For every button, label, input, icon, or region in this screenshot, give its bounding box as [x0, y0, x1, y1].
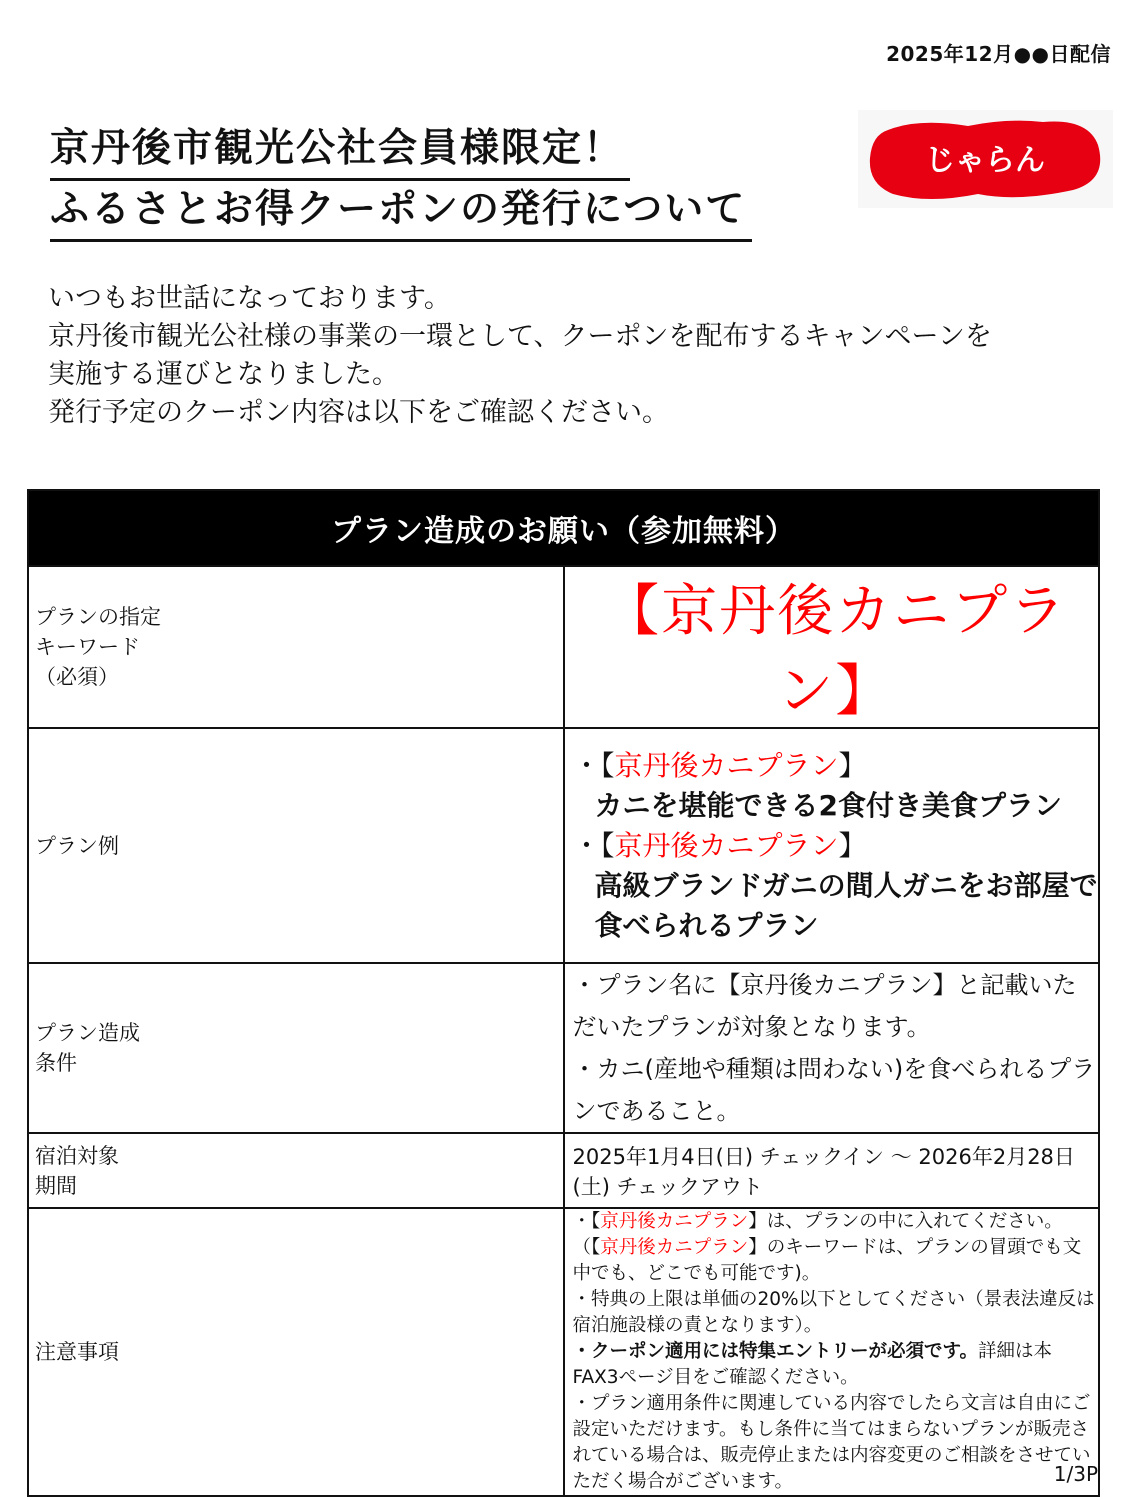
table-row — [28, 728, 1099, 963]
label-line: プランの指定 — [35, 605, 161, 629]
example-description: 高級ブランドガニの間人ガニをお部屋で食べられるプラン — [594, 868, 1098, 942]
table-heading: プラン造成のお願い（参加無料） — [28, 490, 1099, 566]
intro-line: いつもお世話になっております。 — [48, 283, 451, 314]
period-label — [28, 1133, 564, 1208]
notes-label: 注意事項 — [28, 1208, 564, 1496]
example-item: ・【京丹後カニプラン】 — [572, 748, 867, 782]
intro-line: 発行予定のクーポン内容は以下をご確認ください。 — [48, 397, 669, 428]
page-number: 1/3P — [1053, 1462, 1098, 1486]
page-title — [50, 120, 752, 242]
stay-period: 2025年1月4日(日) チェックイン ～ 2026年2月28日(土) チェックアウト — [564, 1133, 1100, 1208]
plan-examples — [564, 728, 1100, 963]
note-item: ・特典の上限は単価の20%以下としてください（景表法違反は宿泊施設様の責となります）。 — [572, 1289, 1095, 1336]
note-item: ・プラン適用条件に関連している内容でしたら文言は自由にご設定いただけます。もし条件に当てはまらないプランが販売されている場合は、販売停止または内容変更のご相談をさせていただく場合がございます。 — [572, 1393, 1091, 1492]
intro-text — [48, 280, 992, 432]
label-line: キーワード — [35, 635, 140, 659]
note-item: ・クーポン適用には特集エントリーが必須です。詳細は本FAX3ページ目をご確認ください。 — [572, 1341, 1053, 1388]
table-row — [28, 1208, 1099, 1496]
table-row — [28, 566, 1099, 728]
table-row — [28, 963, 1099, 1133]
label-line: プラン造成 — [35, 1021, 140, 1045]
example-label: プラン例 — [28, 728, 564, 963]
plan-request-table — [27, 489, 1100, 1497]
condition-item: ・カニ(産地や種類は問わない)を食べられるプランであること。 — [572, 1055, 1096, 1125]
distribution-date: 2025年12月●●日配信 — [886, 42, 1111, 66]
example-item: ・【京丹後カニプラン】 — [572, 828, 867, 862]
condition-item: ・プラン名に【京丹後カニプラン】と記載いただいたプランが対象となります。 — [572, 971, 1077, 1041]
plan-keyword: 【京丹後カニプラン】 — [564, 566, 1100, 728]
notes-content — [564, 1208, 1100, 1496]
label-line: 条件 — [35, 1051, 77, 1075]
jalan-logo — [858, 110, 1113, 208]
example-description: カニを堪能できる2食付き美食プラン — [594, 788, 1062, 822]
label-line: 宿泊対象 — [35, 1143, 119, 1168]
label-line: （必須） — [35, 665, 119, 689]
plan-conditions — [564, 963, 1100, 1133]
intro-line: 京丹後市観光公社様の事業の一環として、クーポンを配布するキャンペーンを — [48, 321, 992, 352]
svg-text:じゃらん: じゃらん — [925, 143, 1045, 178]
label-line: 期間 — [35, 1173, 77, 1198]
note-item: ・【京丹後カニプラン】は、プランの中に入れてください。（【京丹後カニプラン】のキーワードは、プランの冒頭でも文中でも、どこでも可能です)。 — [572, 1211, 1082, 1284]
condition-label — [28, 963, 564, 1133]
keyword-label — [28, 566, 564, 728]
intro-line: 実施する運びとなりました。 — [48, 359, 399, 390]
title-line-1: 京丹後市観光公社会員様限定！ — [50, 120, 630, 181]
table-row — [28, 1133, 1099, 1208]
title-line-2: ふるさとお得クーポンの発行について — [50, 181, 752, 242]
